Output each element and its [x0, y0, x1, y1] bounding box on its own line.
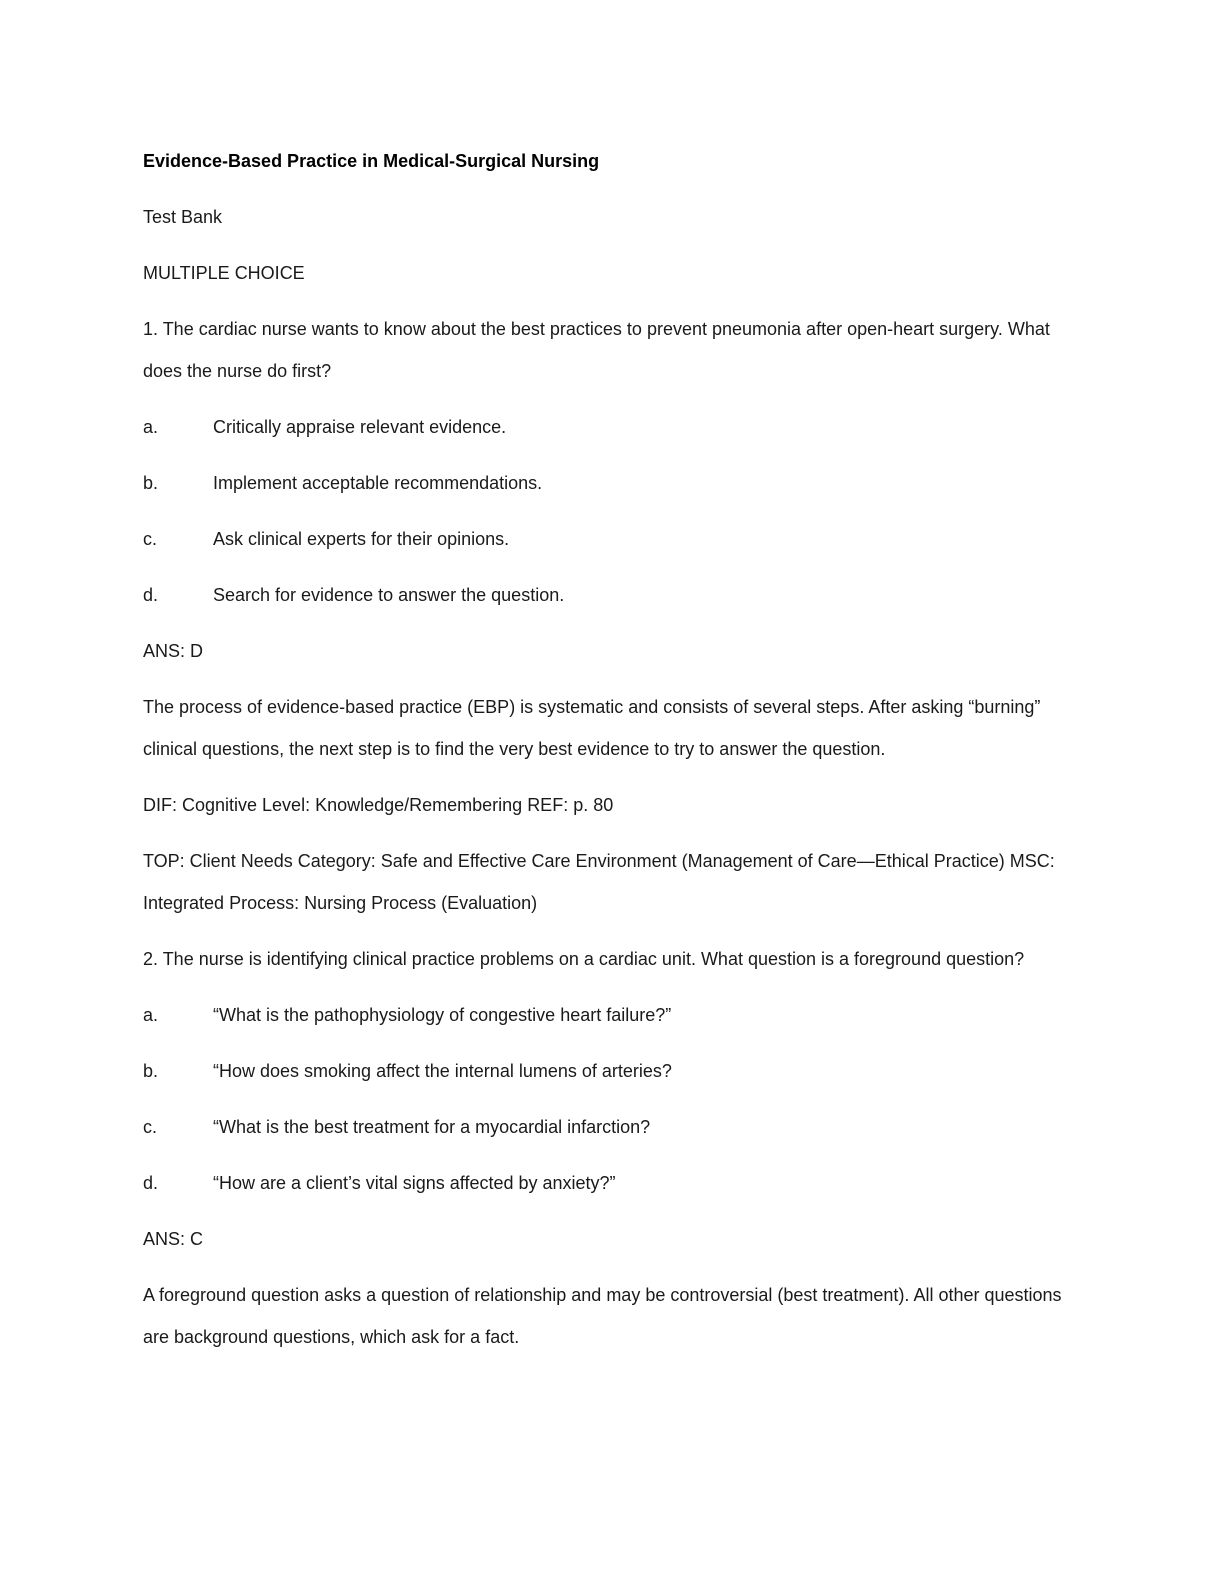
question-1-option-b [143, 462, 1069, 504]
question-1-option-d [143, 574, 1069, 616]
question-1-stem: 1. The cardiac nurse wants to know about the best practices to prevent pneumonia after open-heart surgery. What does the nurse do first? [143, 319, 1050, 381]
option-label: b. [143, 1061, 159, 1081]
question-2-stem: 2. The nurse is identifying clinical practice problems on a cardiac unit. What question is a foreground question? [143, 949, 1025, 969]
option-label: c. [143, 1117, 158, 1137]
question-2-option-b [143, 1050, 1069, 1092]
question-1-answer: ANS: D [143, 641, 204, 661]
question-2-option-c [143, 1106, 1069, 1148]
option-text: “How does smoking affect the internal lumens of arteries? [213, 1061, 672, 1081]
question-2-option-a [143, 994, 1069, 1036]
option-text: Implement acceptable recommendations. [213, 473, 543, 493]
question-1-rationale: The process of evidence-based practice (EBP) is systematic and consists of several steps. After asking “burning” clinical questions, the next step is to find the very best evidence to try to answer the question. [143, 697, 1041, 759]
option-label: d. [143, 585, 159, 605]
option-label: d. [143, 1173, 159, 1193]
question-2-rationale: A foreground question asks a question of relationship and may be controversial (best treatment). All other questions are background questions, which ask for a fact. [143, 1285, 1062, 1347]
option-text: “What is the best treatment for a myocardial infarction? [213, 1117, 651, 1137]
option-text: “How are a client’s vital signs affected by anxiety?” [213, 1173, 616, 1193]
option-text: Critically appraise relevant evidence. [213, 417, 507, 437]
section-heading: MULTIPLE CHOICE [143, 263, 305, 283]
option-text: “What is the pathophysiology of congestive heart failure?” [213, 1005, 672, 1025]
question-1-top-line: TOP: Client Needs Category: Safe and Effective Care Environment (Management of Care—Ethical Practice) MSC: Integrated Process: Nursing Process (Evaluation) [143, 851, 1055, 913]
option-label: a. [143, 1005, 159, 1025]
question-1-option-c [143, 518, 1069, 560]
question-2-answer: ANS: C [143, 1229, 204, 1249]
option-text: Ask clinical experts for their opinions. [213, 529, 510, 549]
option-label: a. [143, 417, 159, 437]
option-label: c. [143, 529, 158, 549]
option-label: b. [143, 473, 159, 493]
question-2-option-d [143, 1162, 1069, 1204]
document-title: Evidence-Based Practice in Medical-Surgical Nursing [143, 151, 600, 171]
document-subtitle: Test Bank [143, 207, 223, 227]
question-1-option-a [143, 406, 1069, 448]
option-text: Search for evidence to answer the question. [213, 585, 565, 605]
question-1-dif-line: DIF: Cognitive Level: Knowledge/Remembering REF: p. 80 [143, 795, 614, 815]
